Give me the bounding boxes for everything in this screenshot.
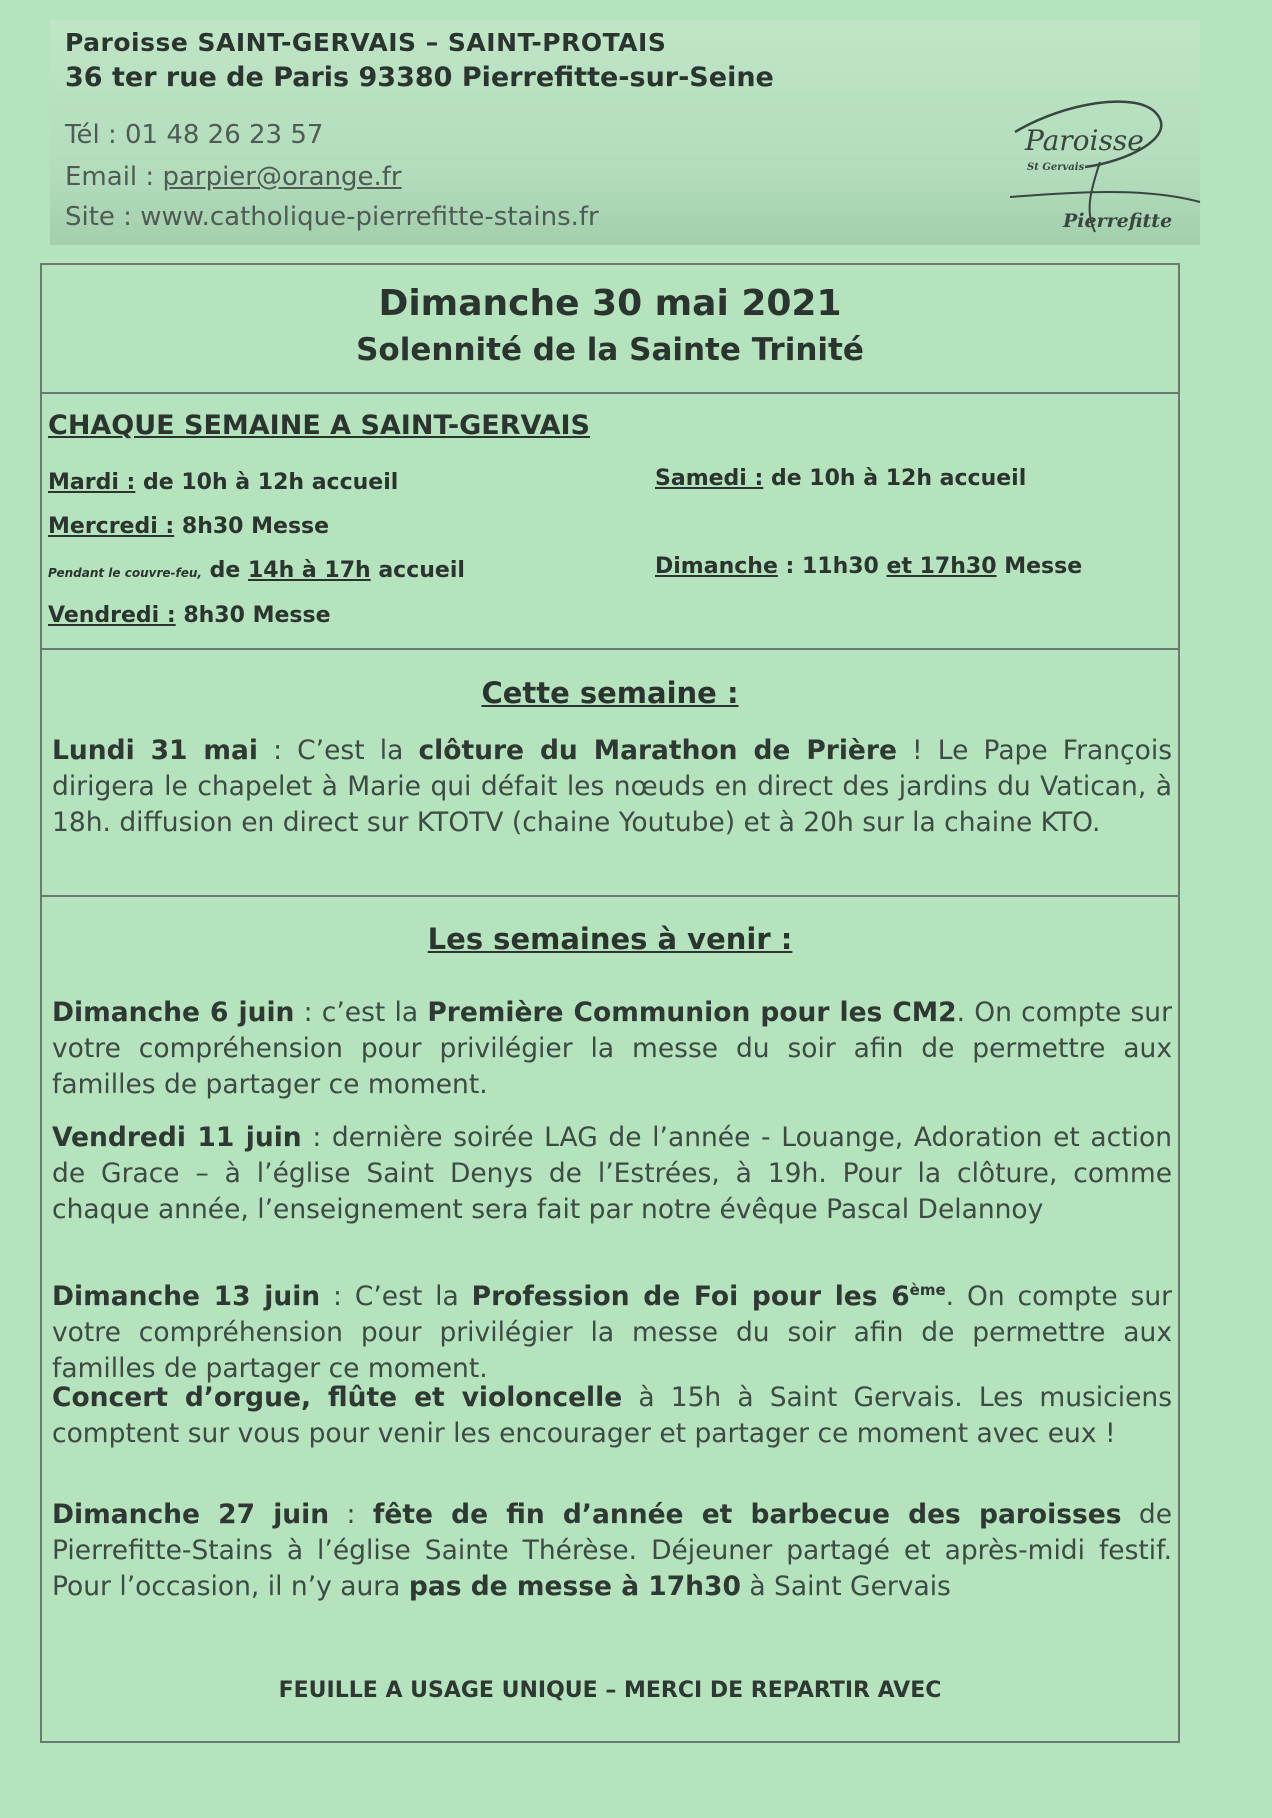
lundi-announcement: Lundi 31 mai : C’est la clôture du Marathon de Prière ! Le Pape François dirigera le chapelet à Marie qui défait les nœuds en direct des jardins du Vatican, à 18h. diffusion en direct sur KTOTV (chaine Youtube) et à 20h sur la chaine KTO. <box>52 735 1172 838</box>
parish-name: Paroisse SAINT-GERVAIS – SAINT-PROTAIS <box>65 28 667 57</box>
schedule-samedi: Samedi : de 10h à 12h accueil <box>655 466 1027 491</box>
email-link[interactable]: parpier@orange.fr <box>162 162 402 192</box>
bulletin-feast: Solennité de la Sainte Trinité <box>356 332 864 368</box>
concert-announcement: Concert d’orgue, flûte et violoncelle à 15h à Saint Gervais. Les musiciens comptent sur vous pour venir les encourager et partager ce moment avec eux ! <box>52 1382 1173 1449</box>
dimanche-27-juin-announcement: Dimanche 27 juin : fête de fin d’année et barbecue des paroisses de Pierrefitte-Stains à l’église Sainte Thérèse. Déjeuner partagé et après-midi festif. Pour l’occasion, il n’y aura pas de messe à 17h30 à Saint Gervais <box>52 1499 1172 1602</box>
parish-email: Email : parpier@orange.fr <box>65 162 402 192</box>
logo-text-st-gervais: St Gervais <box>1027 162 1085 173</box>
vendredi-11-juin-announcement: Vendredi 11 juin : dernière soirée LAG de l’année - Louange, Adoration et action de Grace – à l’église Saint Denys de l’Estrées, à 19h. Pour la clôture, comme chaque année, l’enseignement sera fait par notre évêque Pascal Delannoy <box>52 1122 1172 1225</box>
schedule-vendredi: Vendredi : 8h30 Messe <box>48 603 331 628</box>
divider-weekly <box>40 648 1180 650</box>
schedule-mardi: Mardi : de 10h à 12h accueil <box>48 470 399 495</box>
schedule-dimanche: Dimanche : 11h30 et 17h30 Messe <box>655 554 1083 579</box>
weekly-heading: CHAQUE SEMAINE A SAINT-GERVAIS <box>48 410 590 441</box>
schedule-couvre-feu: Pendant le couvre-feu, de 14h à 17h accueil <box>48 558 465 583</box>
divider-this-week <box>40 895 1180 897</box>
parish-website: Site : www.catholique-pierrefitte-stains.fr <box>65 202 599 232</box>
logo-text-pierrefitte: Pierrefitte <box>1063 210 1173 232</box>
divider-title <box>40 392 1180 394</box>
dimanche-6-juin-announcement: Dimanche 6 juin : c’est la Première Communion pour les CM2. On compte sur votre compréhension pour privilégier la messe du soir afin de permettre aux familles de partager ce moment. <box>52 997 1173 1100</box>
coming-weeks-heading: Les semaines à venir : <box>427 922 793 956</box>
parish-address: 36 ter rue de Paris 93380 Pierrefitte-sur-Seine <box>65 62 774 93</box>
footer-note: FEUILLE A USAGE UNIQUE – MERCI DE REPARTIR AVEC <box>278 1678 942 1703</box>
bulletin-date: Dimanche 30 mai 2021 <box>378 283 842 324</box>
this-week-heading: Cette semaine : <box>481 676 739 710</box>
dimanche-13-juin-announcement: Dimanche 13 juin : C’est la Profession de Foi pour les 6ème. On compte sur votre compréhension pour privilégier la messe du soir afin de permettre aux familles de partager ce moment. <box>52 1280 1173 1384</box>
parish-phone: Tél : 01 48 26 23 57 <box>65 120 324 150</box>
parish-logo <box>1005 92 1205 242</box>
schedule-mercredi: Mercredi : 8h30 Messe <box>48 514 330 539</box>
logo-text-paroisse: Paroisse <box>1025 124 1144 157</box>
